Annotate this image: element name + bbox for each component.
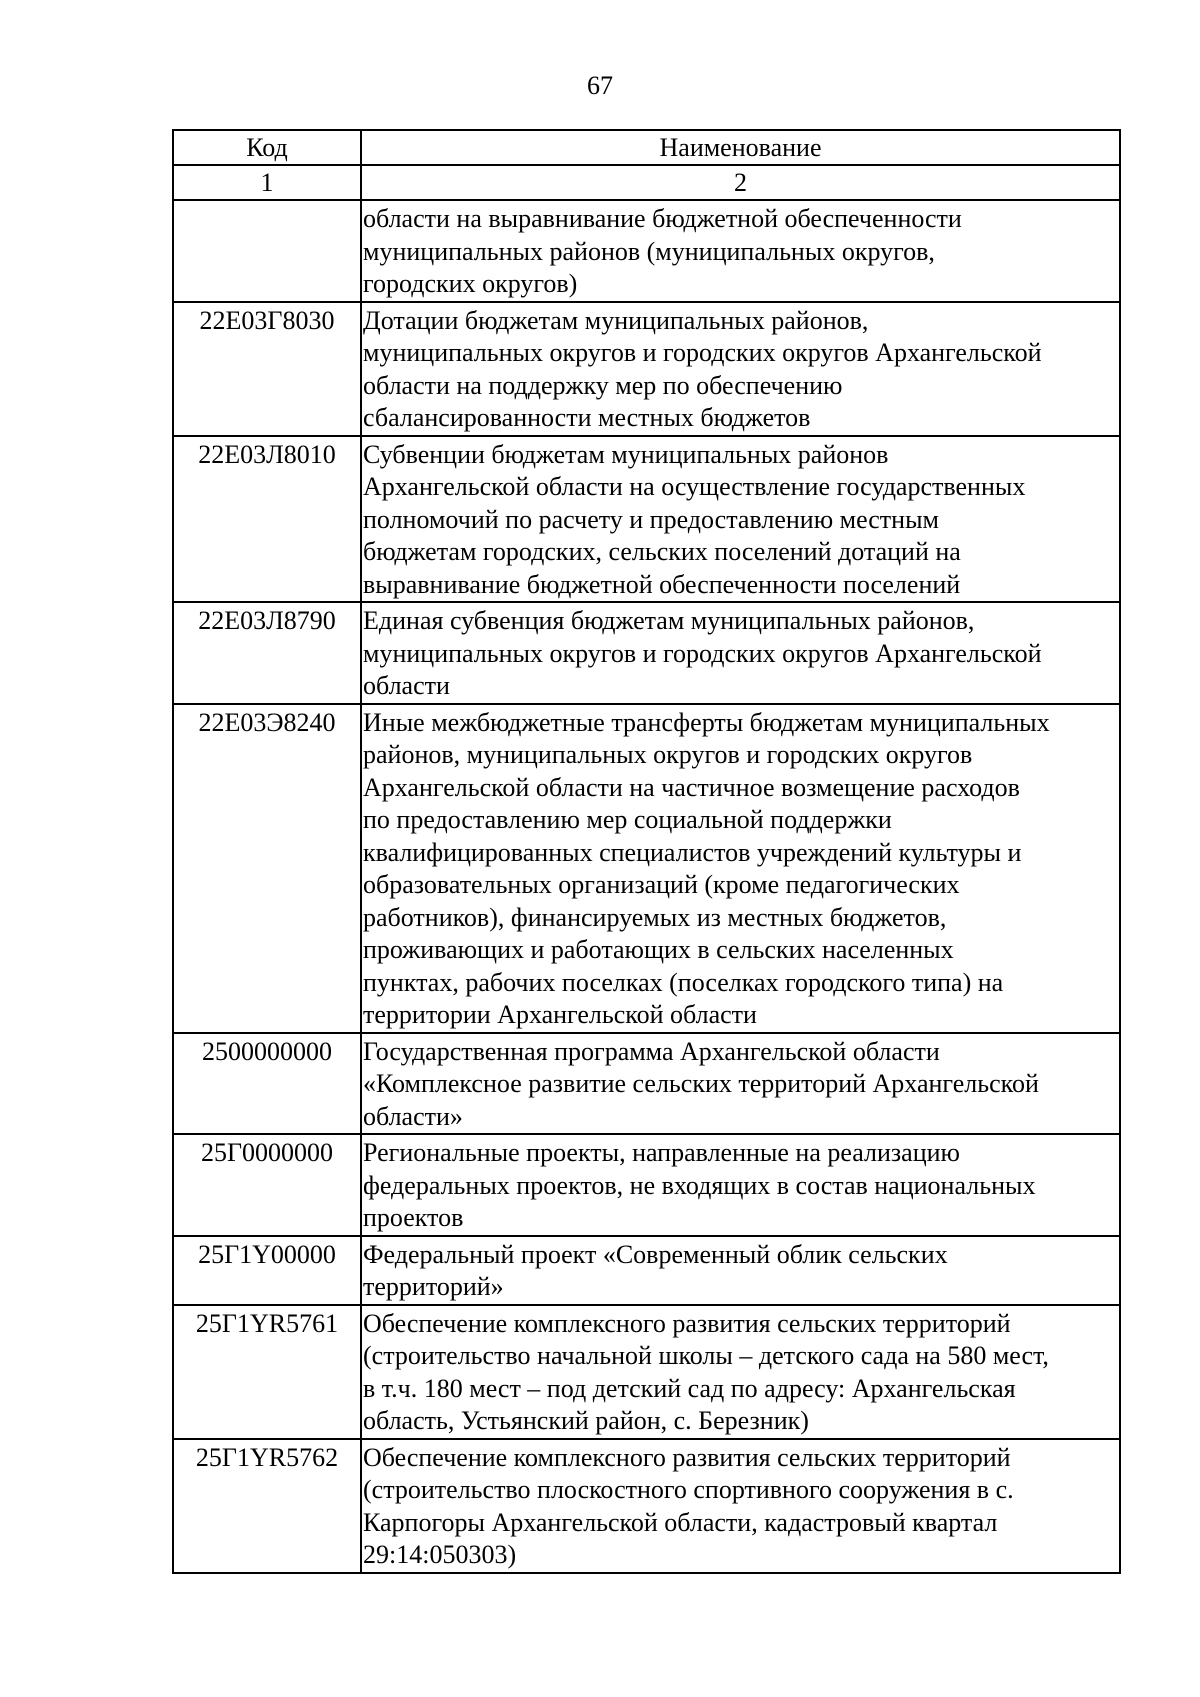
- row-name: Государственная программа Архангельской области «Комплексное развитие сельских территорий Архангельской области»: [361, 1033, 1120, 1135]
- row-code: 25Г0000000: [173, 1134, 361, 1236]
- row-name: области на выравнивание бюджетной обеспеченности муниципальных районов (муниципальных округов, городских округов): [361, 200, 1120, 302]
- row-name: Обеспечение комплексного развития сельских территорий (строительство плоскостного спортивного сооружения в с. Карпогоры Архангельской области, кадастровый квартал 29:14:050303): [361, 1439, 1120, 1573]
- row-name: Единая субвенция бюджетам муниципальных районов, муниципальных округов и городских округов Архангельской области: [361, 602, 1120, 704]
- table-row: [173, 602, 1120, 704]
- table-row: [173, 1439, 1120, 1573]
- row-code: 25Г1Y00000: [173, 1236, 361, 1305]
- table-row: [173, 436, 1120, 603]
- table-header-row: [173, 130, 1120, 165]
- row-code: 22Е03Л8010: [173, 436, 361, 603]
- page-number: 67: [587, 71, 613, 100]
- row-name: Иные межбюджетные трансферты бюджетам муниципальных районов, муниципальных округов и городских округов Архангельской области на частичное возмещение расходов по предоставлению мер социальной поддержки квалифицированных специалистов учреждений культуры и образовательных организаций (кроме педагогических работников), финансируемых из местных бюджетов, проживающих и работающих в сельских населенных пунктах, рабочих поселках (поселках городского типа) на территории Архангельской области: [361, 704, 1120, 1033]
- table-row: [173, 1033, 1120, 1135]
- column-number-name: 2: [361, 165, 1120, 200]
- row-code: 2500000000: [173, 1033, 361, 1135]
- row-code: 25Г1YR5762: [173, 1439, 361, 1573]
- budget-code-table: [172, 129, 1121, 1574]
- header-name: Наименование: [361, 130, 1120, 165]
- table-row: [173, 1236, 1120, 1305]
- row-name: Субвенции бюджетам муниципальных районов Архангельской области на осуществление государственных полномочий по расчету и предоставлению местным бюджетам городских, сельских поселений дотаций на выравнивание бюджетной обеспеченности поселений: [361, 436, 1120, 603]
- table-row: [173, 302, 1120, 436]
- row-name: Федеральный проект «Современный облик сельских территорий»: [361, 1236, 1120, 1305]
- row-name: Дотации бюджетам муниципальных районов, муниципальных округов и городских округов Архангельской области на поддержку мер по обеспечению сбалансированности местных бюджетов: [361, 302, 1120, 436]
- column-number-code: 1: [173, 165, 361, 200]
- row-code: 22Е03Г8030: [173, 302, 361, 436]
- table-row: [173, 200, 1120, 302]
- row-code: 22Е03Л8790: [173, 602, 361, 704]
- table-row: [173, 1134, 1120, 1236]
- table-row: [173, 1305, 1120, 1439]
- row-code: [173, 200, 361, 302]
- row-name: Обеспечение комплексного развития сельских территорий (строительство начальной школы – детского сада на 580 мест, в т.ч. 180 мест – под детский сад по адресу: Архангельская область, Устьянский район, с. Березник): [361, 1305, 1120, 1439]
- table-row: [173, 704, 1120, 1033]
- column-number-row: [173, 165, 1120, 200]
- row-code: 25Г1YR5761: [173, 1305, 361, 1439]
- row-name: Региональные проекты, направленные на реализацию федеральных проектов, не входящих в состав национальных проектов: [361, 1134, 1120, 1236]
- row-code: 22Е03Э8240: [173, 704, 361, 1033]
- header-code: Код: [173, 130, 361, 165]
